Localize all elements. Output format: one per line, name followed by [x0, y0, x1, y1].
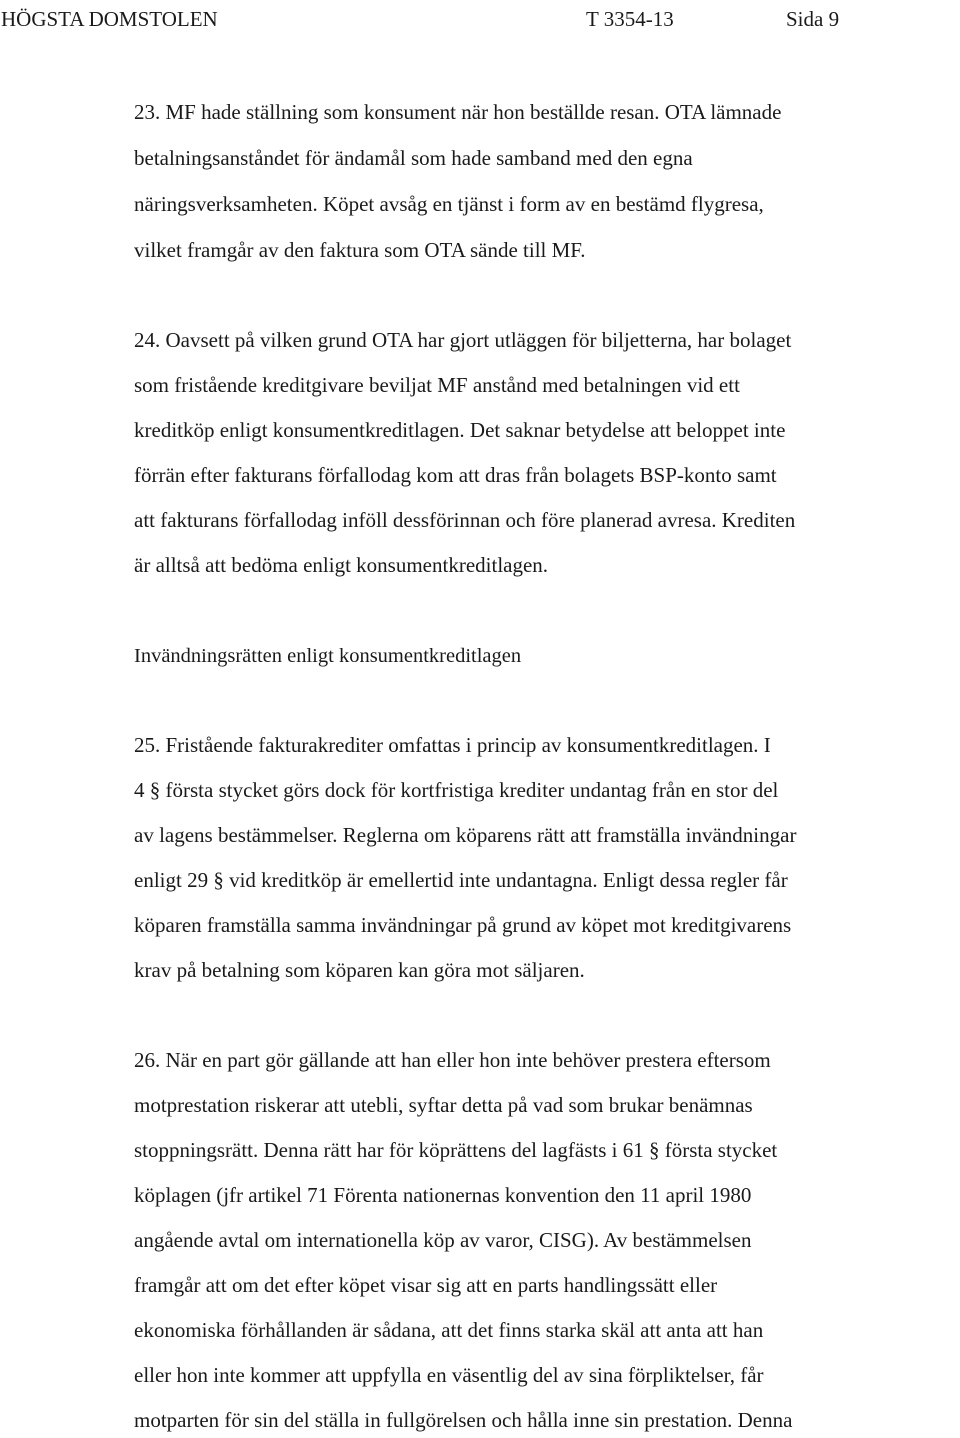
text-line: som fristående kreditgivare beviljat MF anstånd med betalningen vid ett — [134, 373, 740, 397]
text-line: ekonomiska förhållanden är sådana, att det finns starka skäl att anta att han — [134, 1318, 764, 1342]
text-line: 24. Oavsett på vilken grund OTA har gjort utläggen för biljetterna, har bolaget — [134, 328, 792, 352]
court-name: HÖGSTA DOMSTOLEN — [1, 7, 218, 31]
text-line: näringsverksamheten. Köpet avsåg en tjänst i form av en bestämd flygresa, — [134, 192, 764, 216]
text-line: 25. Fristående fakturakrediter omfattas i princip av konsumentkreditlagen. I — [134, 733, 771, 757]
text-line: köparen framställa samma invändningar på grund av köpet mot kreditgivarens — [134, 913, 792, 937]
text-line: kreditköp enligt konsumentkreditlagen. Det saknar betydelse att beloppet inte — [134, 418, 786, 442]
text-line: att fakturans förfallodag inföll dessförinnan och före planerad avresa. Krediten — [134, 508, 796, 532]
text-line: angående avtal om internationella köp av varor, CISG). Av bestämmelsen — [134, 1228, 752, 1252]
text-line: vilket framgår av den faktura som OTA sände till MF. — [134, 238, 586, 262]
text-line: framgår att om det efter köpet visar sig att en parts handlingssätt eller — [134, 1273, 718, 1297]
text-line: av lagens bestämmelser. Reglerna om köparens rätt att framställa invändningar — [134, 823, 797, 847]
case-number: T 3354-13 — [586, 7, 674, 31]
text-line: 4 § första stycket görs dock för kortfristiga krediter undantag från en stor del — [134, 778, 779, 802]
text-line: 23. MF hade ställning som konsument när hon beställde resan. OTA lämnade — [134, 100, 782, 124]
text-line: motprestation riskerar att utebli, syftar detta på vad som brukar benämnas — [134, 1093, 753, 1117]
text-line: stoppningsrätt. Denna rätt har för köprättens del lagfästs i 61 § första stycket — [134, 1138, 778, 1162]
text-line: är alltså att bedöma enligt konsumentkreditlagen. — [134, 553, 549, 577]
text-line: betalningsanståndet för ändamål som hade samband med den egna — [134, 146, 693, 170]
text-line: eller hon inte kommer att uppfylla en väsentlig del av sina förpliktelser, får — [134, 1363, 764, 1387]
page-number: Sida 9 — [786, 7, 840, 31]
text-line: köplagen (jfr artikel 71 Förenta nationernas konvention den 11 april 1980 — [134, 1183, 752, 1207]
section-heading: Invändningsrätten enligt konsumentkreditlagen — [134, 645, 522, 667]
page-header — [0, 3, 960, 35]
text-line: 26. När en part gör gällande att han eller hon inte behöver prestera eftersom — [134, 1048, 771, 1072]
text-line: krav på betalning som köparen kan göra mot säljaren. — [134, 958, 585, 982]
text-line: enligt 29 § vid kreditköp är emellertid inte undantagna. Enligt dessa regler får — [134, 868, 788, 892]
text-line: motparten för sin del ställa in fullgörelsen och hålla inne sin prestation. Denna — [134, 1408, 793, 1432]
text-line: förrän efter fakturans förfallodag kom att dras från bolagets BSP-konto samt — [134, 463, 777, 487]
